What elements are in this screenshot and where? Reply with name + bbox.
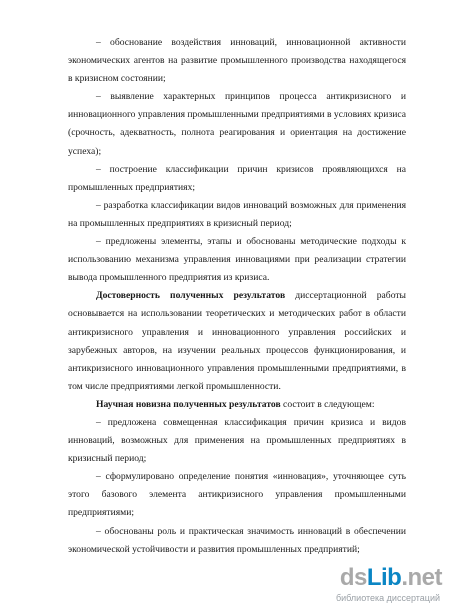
paragraph-5 — [68, 233, 406, 287]
watermark-subtitle: библиотека диссертаций — [335, 593, 440, 603]
watermark-ds: ds — [339, 564, 367, 591]
paragraph-4 — [68, 197, 406, 233]
document-body — [68, 34, 406, 559]
paragraph-text: диссертационной работы основывается на использовании теоретических и методических работ в области антикризисного управления и инновационного управления российских и зарубежных авторов, на изучении реальных процессов функционирования, и антикризисного инновационного управления промышленными предприятиями, в том числе предприятиями легкой промышленности. — [68, 290, 406, 392]
paragraph-text: состоит в следующем: — [280, 398, 375, 410]
paragraph-text: – выявление характерных принципов процесса антикризисного и инновационного управления промышленными предприятиями в условиях кризиса (срочность, адекватность, полнота реагирования и ориентация на достижение успеха); — [68, 91, 406, 157]
paragraph-2 — [68, 88, 406, 160]
paragraph-lead: Достоверность полученных результатов — [96, 290, 286, 302]
paragraph-lead: Научная новизна полученных результатов — [96, 398, 281, 410]
paragraph-text: – обоснованы роль и практическая значимость инноваций в обеспечении экономической устойчивости и развития промышленных предприятий; — [68, 525, 406, 555]
paragraph-9 — [68, 468, 406, 522]
watermark-logo[interactable] — [302, 565, 442, 609]
paragraph-6 — [68, 287, 406, 396]
paragraph-7 — [68, 396, 406, 414]
paragraph-text: – построение классификации причин кризисов проявляющихся на промышленных предприятиях; — [68, 163, 406, 193]
paragraph-text: – сформулировано определение понятия «инновация», уточняющее суть этого базового элемента антикризисного управления промышленными предприятиями; — [68, 471, 406, 519]
watermark-wordmark — [340, 565, 442, 591]
paragraph-text: – разработка классификации видов инноваций возможных для применения на промышленных предприятиях в кризисный период; — [68, 199, 406, 229]
watermark-lib: Lib — [366, 564, 402, 591]
paragraph-3 — [68, 161, 406, 197]
paragraph-1 — [68, 34, 406, 88]
paragraph-10 — [68, 523, 406, 559]
watermark-net: .net — [401, 564, 442, 591]
paragraph-text: – предложена совмещенная классификация причин кризиса и видов инноваций, возможных для применения на промышленных предприятиях в кризисный период; — [68, 416, 406, 465]
paragraph-8 — [68, 414, 406, 468]
paragraph-text: – обоснование воздействия инноваций, инновационной активности экономических агентов на развитие промышленного производства находящегося в кризисном состоянии; — [68, 37, 406, 85]
paragraph-text: – предложены элементы, этапы и обоснованы методические подходы к использованию механизма управления инновациями при реализации стратегии вывода промышленного предприятия из кризиса. — [68, 236, 406, 284]
